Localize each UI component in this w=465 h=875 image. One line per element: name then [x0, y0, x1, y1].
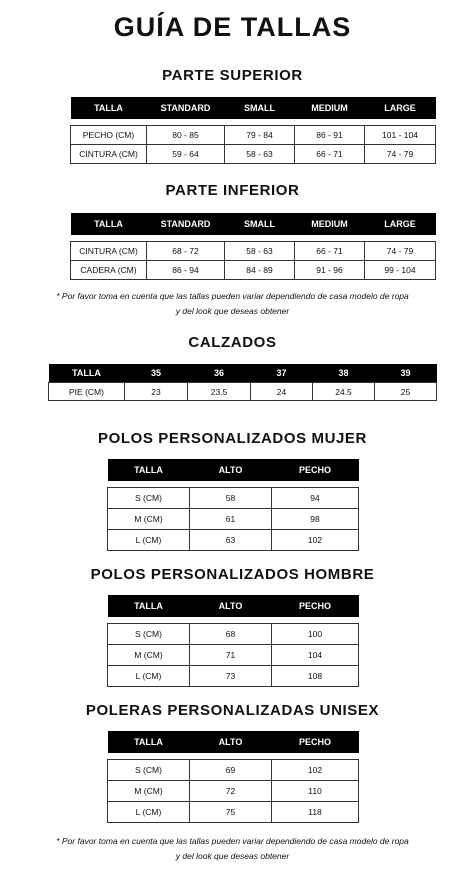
table-cell: 23.5	[188, 383, 251, 401]
table-cell: 68	[190, 624, 272, 645]
table-cell: M (CM)	[108, 645, 190, 666]
section-title-inferior: PARTE INFERIOR	[165, 182, 300, 199]
table-cell: 101 - 104	[365, 126, 436, 145]
disclaimer-note	[0, 289, 465, 319]
header-cell: ALTO	[190, 459, 272, 481]
table-row	[71, 242, 436, 261]
section-title-hombre: POLOS PERSONALIZADOS HOMBRE	[90, 566, 375, 583]
header-cell: 37	[251, 364, 313, 383]
table-row	[71, 261, 436, 280]
table-row	[108, 509, 359, 530]
section-title-mujer: POLOS PERSONALIZADOS MUJER	[98, 430, 367, 447]
header-cell: 36	[188, 364, 251, 383]
table-cell: 75	[190, 802, 272, 823]
header-cell: MEDIUM	[295, 213, 365, 235]
header-cell: MEDIUM	[295, 97, 365, 119]
table-row	[108, 488, 359, 509]
table-cell: 61	[190, 509, 272, 530]
table-calzados	[48, 364, 437, 401]
table-cell: 58 - 63	[225, 242, 295, 261]
header-cell: TALLA	[49, 364, 125, 383]
table-cell: 104	[272, 645, 359, 666]
header-cell: ALTO	[190, 595, 272, 617]
header-cell: STANDARD	[147, 213, 225, 235]
table-superior	[70, 97, 436, 164]
table-cell: 91 - 96	[295, 261, 365, 280]
table-cell: L (CM)	[108, 530, 190, 551]
table-row	[71, 126, 436, 145]
table-cell: 118	[272, 802, 359, 823]
table-mujer	[107, 459, 359, 551]
table-cell: CINTURA (CM)	[71, 242, 147, 261]
table-cell: L (CM)	[108, 802, 190, 823]
section-title-calzados: CALZADOS	[188, 334, 277, 351]
table-cell: M (CM)	[108, 781, 190, 802]
table-cell: 80 - 85	[147, 126, 225, 145]
table-cell: 74 - 79	[365, 145, 436, 164]
table-cell: 110	[272, 781, 359, 802]
table-row	[108, 666, 359, 687]
header-cell: TALLA	[108, 595, 190, 617]
table-hombre	[107, 595, 359, 687]
page-title: GUÍA DE TALLAS	[113, 12, 352, 42]
table-cell: 69	[190, 760, 272, 781]
table-cell: 23	[125, 383, 188, 401]
header-cell: STANDARD	[147, 97, 225, 119]
table-cell: CINTURA (CM)	[71, 145, 147, 164]
header-cell: ALTO	[190, 731, 272, 753]
header-cell: 39	[375, 364, 437, 383]
header-cell: PECHO	[272, 595, 359, 617]
header-cell: SMALL	[225, 97, 295, 119]
table-cell: 86 - 91	[295, 126, 365, 145]
note-line: * Por favor toma en cuenta que las tallas pueden variar dependiendo de casa modelo de ropa	[56, 836, 409, 846]
table-unisex	[107, 731, 359, 823]
table-cell: 84 - 89	[225, 261, 295, 280]
table-cell: 100	[272, 624, 359, 645]
section-title-superior: PARTE SUPERIOR	[162, 67, 303, 84]
table-row	[108, 530, 359, 551]
table-cell: 98	[272, 509, 359, 530]
table-row	[108, 760, 359, 781]
header-cell: TALLA	[71, 97, 147, 119]
table-cell: PECHO (CM)	[71, 126, 147, 145]
table-cell: 66 - 71	[295, 242, 365, 261]
header-cell: TALLA	[108, 731, 190, 753]
section-title-unisex: POLERAS PERSONALIZADAS UNISEX	[85, 702, 380, 719]
table-cell: 59 - 64	[147, 145, 225, 164]
note-line: * Por favor toma en cuenta que las tallas pueden variar dependiendo de casa modelo de ropa	[56, 291, 409, 301]
table-cell: S (CM)	[108, 624, 190, 645]
table-cell: 72	[190, 781, 272, 802]
table-cell: 94	[272, 488, 359, 509]
table-row	[108, 624, 359, 645]
table-cell: 24.5	[313, 383, 375, 401]
header-cell: LARGE	[365, 213, 436, 235]
table-inferior	[70, 213, 436, 280]
table-cell: S (CM)	[108, 488, 190, 509]
table-cell: 58	[190, 488, 272, 509]
table-cell: 71	[190, 645, 272, 666]
header-cell: 35	[125, 364, 188, 383]
header-cell: LARGE	[365, 97, 436, 119]
table-cell: 73	[190, 666, 272, 687]
table-cell: CADERA (CM)	[71, 261, 147, 280]
header-cell: SMALL	[225, 213, 295, 235]
table-cell: L (CM)	[108, 666, 190, 687]
header-cell: PECHO	[272, 459, 359, 481]
table-cell: 24	[251, 383, 313, 401]
table-cell: 25	[375, 383, 437, 401]
header-cell: TALLA	[71, 213, 147, 235]
table-cell: 58 - 63	[225, 145, 295, 164]
table-cell: 102	[272, 760, 359, 781]
table-row	[108, 781, 359, 802]
table-cell: S (CM)	[108, 760, 190, 781]
header-cell: TALLA	[108, 459, 190, 481]
table-cell: 86 - 94	[147, 261, 225, 280]
table-cell: M (CM)	[108, 509, 190, 530]
table-row	[108, 645, 359, 666]
table-row	[49, 383, 437, 401]
table-cell: 79 - 84	[225, 126, 295, 145]
header-cell: 38	[313, 364, 375, 383]
table-row	[108, 802, 359, 823]
table-cell: 99 - 104	[365, 261, 436, 280]
table-cell: 66 - 71	[295, 145, 365, 164]
table-cell: 68 - 72	[147, 242, 225, 261]
table-cell: 74 - 79	[365, 242, 436, 261]
header-cell: PECHO	[272, 731, 359, 753]
disclaimer-note-bottom	[0, 834, 465, 864]
table-row	[71, 145, 436, 164]
table-cell: PIE (CM)	[49, 383, 125, 401]
table-cell: 102	[272, 530, 359, 551]
note-line: y del look que deseas obtener	[175, 851, 290, 861]
note-line: y del look que deseas obtener	[175, 306, 290, 316]
table-cell: 108	[272, 666, 359, 687]
table-cell: 63	[190, 530, 272, 551]
